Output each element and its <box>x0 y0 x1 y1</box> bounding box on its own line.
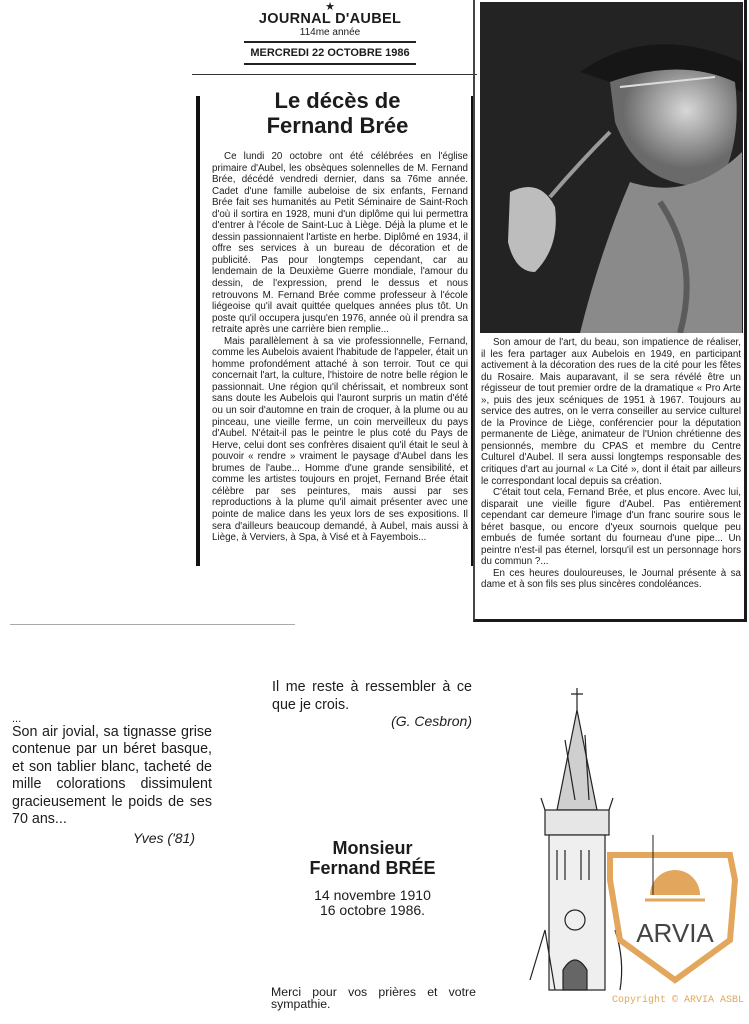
divider <box>10 624 295 625</box>
thanks-text: Merci pour vos prières et votre sympathie. <box>271 985 476 1011</box>
newspaper-year: 114me année <box>299 27 361 38</box>
birth-date: 14 novembre 1910 <box>314 887 431 903</box>
newspaper-date: MERCREDI 22 OCTOBRE 1986 <box>250 47 410 59</box>
quote-text: Il me reste à ressembler à ce que je crois. <box>272 679 472 713</box>
star-icon: ★ <box>325 1 335 13</box>
portrait-image <box>480 2 743 333</box>
poem-signature: Yves ('81) <box>132 830 195 846</box>
masthead-rule <box>244 41 416 43</box>
arvia-logo <box>610 835 735 980</box>
article-paragraph: Mais parallèlement à sa vie professionnelle, Fernand, comme les Aubelois avaient l'habitude de l'appeler, était un homme profondément attaché à son terroir. Tout ce qui concernait l'art, la culture, l'histoire de notre belle région le passionnait. Une région qu'il chérissait, et nombreux sont sans doute les Aubelois qui l'auront surpris un matin d'été ou un soir d'automne en train de croquer, à la plume ou au pinceau, une vieille ferme, un coin merveilleux du pays d'Aubel. N'était-il pas le peintre le plus coté du Pays de Herve, celui dont ses confrères disaient qu'il était le seul à pouvoir « rendre » vraiment le paysage d'Aubel dans les brumes de l'aube... Homme d'une grande sensibilité, et comme les artistes toujours en projet, Fernand Brée était célèbre par ses peintures, mais aussi par ses reproductions à la plume qu'il aimait présenter avec une pointe de malice dans les yeux lors de ses expositions. Il sera d'ailleurs beaucoup demandé, à Aubel, mais aussi à Liège, à Verviers, à Spa, à Visé et à Fayembois... <box>212 335 468 544</box>
memorial-name: Fernand BRÉE <box>309 858 436 878</box>
article-paragraph: Ce lundi 20 octobre ont été célébrées en l'église primaire d'Aubel, les obsèques solennelles de M. Fernand Brée, décédé vendredi dernier, dans sa 76me année. Cadet d'une famille aubeloise de six enfants, Fernand Brée fait ses humanités au Petit Séminaire de Saint-Roch d'où il sortira en 1928, muni d'un diplôme qui lui permettra d'entrer à l'école de Saint-Luc à Liège. Déjà la plume et le dessin passionnaient l'artiste en herbe. Diplômé en 1934, il offre ses services à un bureau de décoration et de publicité. Pas pour longtemps cependant, car au lendemain de la Deuxième Guerre mondiale, l'amour du dessin, de l'expression, prend le dessus et nous retrouvons M. Fernand Brée comme professeur à l'école liégeoise qu'il avait quittée quelques années plus tôt. Un poste qu'il occupera jusqu'en 1976, année où il prendra sa retraite après une carrière bien remplie... <box>212 151 468 336</box>
article-right-column <box>481 337 741 591</box>
article-paragraph: Son amour de l'art, du beau, son impatience de réaliser, il les fera partager aux Aubelois en 1949, en participant activement à la décoration des rues de la cité pour les fêtes du Rosaire. Mais auparavant, il se sera révélé être un régisseur de tout premier ordre de la dramatique « Pro Arte », puis des jeux scéniques de 1951 à 1967. Toujours au service des autres, on le verra conseiller au service culturel de la Province de Liège, conférencier pour la députation permanente de Liège, animateur de l'Union chrétienne des pensionnés, membre du CPAS et membre du Centre Culturel d'Aubel. Il sera aussi longtemps responsable des critiques d'art au journal « La Cité », dont il était par ailleurs le correspondant local depuis sa création. <box>481 337 741 487</box>
church-illustration <box>525 680 745 1000</box>
memorial-block <box>280 838 465 918</box>
article-paragraph: C'était tout cela, Fernand Brée, et plus encore. Avec lui, disparait une vieille figure d'Aubel. Pas entièrement cependant car demeure l'image d'un franc sourire sous le béret basque, ou encore d'yeux sournois quelque peu embués de fumée sortant du fourneau d'une pipe... Un peintre n'est-il pas éternel, lorsqu'il est un personnage hors du commun ?... <box>481 487 741 568</box>
headline-line-1: Le décès de <box>274 88 401 113</box>
poem <box>12 714 212 828</box>
article-headline <box>205 88 470 138</box>
death-date: 16 octobre 1986. <box>319 902 426 918</box>
portrait-photo <box>480 2 743 333</box>
masthead <box>244 2 416 68</box>
copyright-watermark: Copyright © ARVIA ASBL <box>612 995 745 1006</box>
masthead-rule-bottom <box>244 63 416 65</box>
arvia-logo-text: ARVIA <box>636 918 714 948</box>
church-drawing <box>525 680 725 1000</box>
quote-author: (G. Cesbron) <box>391 713 472 729</box>
article-paragraph: En ces heures douloureuses, le Journal présente à sa dame et à son fils ses plus sincères condoléances. <box>481 567 741 591</box>
memorial-title: Monsieur <box>332 838 413 858</box>
newspaper-title: JOURNAL D'AUBEL <box>258 11 402 27</box>
article-left-column <box>212 151 468 544</box>
headline-line-2: Fernand Brée <box>266 113 409 138</box>
divider <box>192 74 477 75</box>
poem-text: Son air jovial, sa tignasse grise contenue par un béret basque, et son tablier blanc, tacheté de mille colorations dissimulent gracieusement le poids de ses 70 ans... <box>12 724 212 828</box>
poem-ellipsis: ... <box>12 713 22 725</box>
